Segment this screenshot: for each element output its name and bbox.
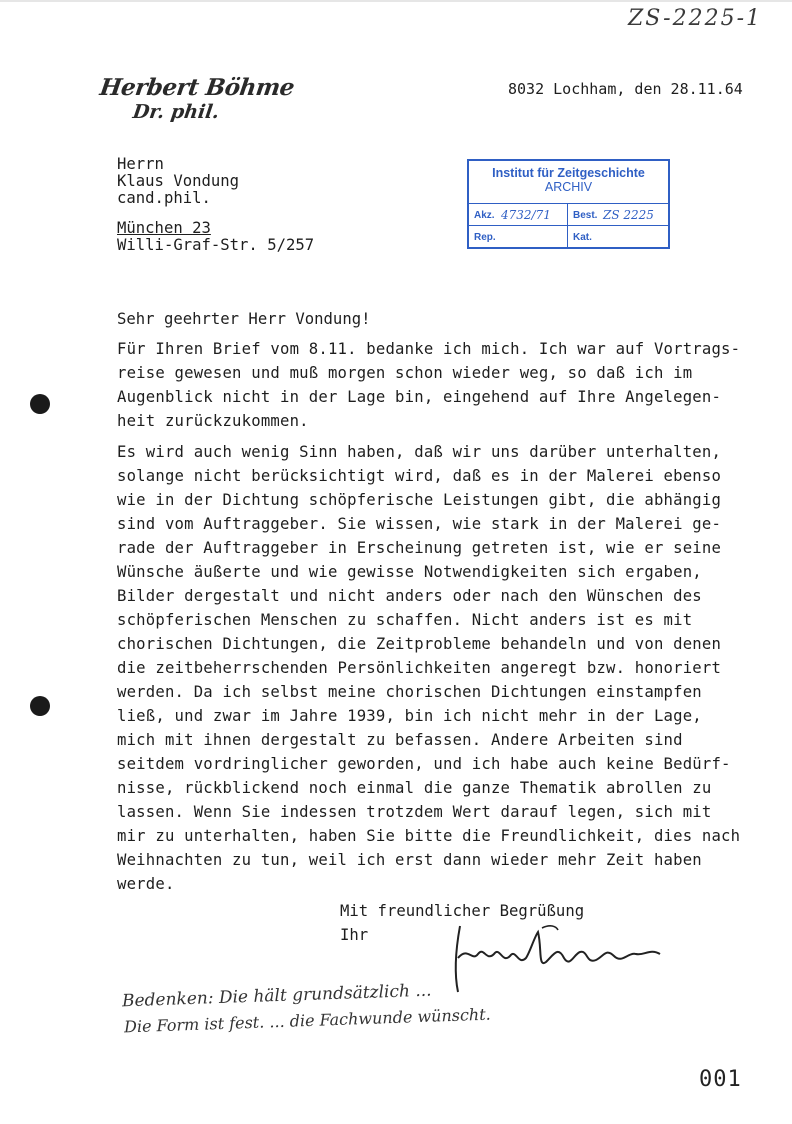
body-line: werde. xyxy=(117,875,175,893)
body-line: solange nicht berücksichtigt wird, daß es in der Malerei ebenso xyxy=(117,467,722,485)
recipient-street: Willi-Graf-Str. 5/257 xyxy=(117,236,315,254)
body-line: wie in der Dichtung schöpferische Leistungen gibt, die abhängig xyxy=(117,491,722,509)
greeting: Sehr geehrter Herr Vondung! xyxy=(117,310,371,328)
body-line: Bilder dergestalt und nicht anders oder nach den Wünschen des xyxy=(117,587,702,605)
stamp-rule-1 xyxy=(469,203,668,204)
body-line: werden. Da ich selbst meine chorischen Dichtungen einstampfen xyxy=(117,683,702,701)
body-line: Wünsche äußerte und wie gewisse Notwendigkeiten sich ergaben, xyxy=(117,563,702,581)
body-line: lassen. Wenn Sie indessen trotzdem Wert darauf legen, sich mit xyxy=(117,803,712,821)
body-line: die zeitbeherrschenden Persönlichkeiten angeregt bzw. honoriert xyxy=(117,659,722,677)
stamp-department: ARCHIV xyxy=(544,180,593,194)
body-line: seitdem vordringlicher geworden, und ich habe auch keine Bedürf- xyxy=(117,755,731,773)
body-line: sind vom Auftraggeber. Sie wissen, wie stark in der Malerei ge- xyxy=(117,515,722,533)
stamp-column-rule xyxy=(567,203,568,249)
handwritten-note-line-2: Die Form ist fest. ... die Fachwunde wünscht. xyxy=(123,1004,492,1037)
stamp-best-label: Best. xyxy=(573,210,598,221)
body-line: Weihnachten zu tun, weil ich erst dann wieder mehr Zeit haben xyxy=(117,851,702,869)
body-line: schöpferischen Menschen zu schaffen. Nicht anders ist es mit xyxy=(117,611,693,629)
stamp-institution: Institut für Zeitgeschichte xyxy=(492,166,645,180)
archive-reference: ZS-2225-1 xyxy=(628,6,763,31)
stamp-rule-2 xyxy=(469,225,668,226)
body-line: chorischen Dichtungen, die Zeitprobleme behandeln und von denen xyxy=(117,635,722,653)
recipient-salutation: Herrn xyxy=(117,155,164,173)
body-line: Für Ihren Brief vom 8.11. bedanke ich mich. Ich war auf Vortrags- xyxy=(117,340,741,358)
recipient-city: München 23 xyxy=(117,219,211,237)
body-line: ließ, und zwar im Jahre 1939, bin ich nicht mehr in der Lage, xyxy=(117,707,702,725)
body-line: Augenblick nicht in der Lage bin, eingehend auf Ihre Angelegen- xyxy=(117,388,722,406)
letterhead-name: Herbert Böhme xyxy=(98,74,296,101)
stamp-rep-label: Rep. xyxy=(474,232,496,243)
page-top-edge xyxy=(0,0,792,2)
body-line: reise gewesen und muß morgen schon wieder weg, so daß ich im xyxy=(117,364,693,382)
body-line: heit zurückzukommen. xyxy=(117,412,309,430)
recipient-degree: cand.phil. xyxy=(117,189,211,207)
body-line: nisse, rückblickend noch einmal die ganze Thematik abrollen zu xyxy=(117,779,712,797)
punch-hole xyxy=(30,696,50,716)
handwritten-note-line-1: Bedenken: Die hält grundsätzlich ... xyxy=(121,980,432,1012)
stamp-best-value: ZS 2225 xyxy=(603,208,654,222)
stamp-akz-label: Akz. xyxy=(474,210,495,221)
body-line: mir zu unterhalten, haben Sie bitte die Freundlichkeit, dies nach xyxy=(117,827,741,845)
recipient-name: Klaus Vondung xyxy=(117,172,240,190)
closing: Mit freundlicher Begrüßung xyxy=(340,902,585,920)
page-number: 001 xyxy=(699,1067,742,1092)
stamp-akz-value: 4732/71 xyxy=(501,208,551,222)
body-line: mich mit ihnen dergestalt zu befassen. Andere Arbeiten sind xyxy=(117,731,683,749)
letterhead-title: Dr. phil. xyxy=(131,101,221,123)
body-line: rade der Auftraggeber in Erscheinung getreten ist, wie er seine xyxy=(117,539,722,557)
place-date: 8032 Lochham, den 28.11.64 xyxy=(508,80,743,98)
archive-stamp xyxy=(467,159,670,249)
stamp-kat-label: Kat. xyxy=(573,232,592,243)
stamp-header xyxy=(469,161,668,203)
punch-hole xyxy=(30,394,50,414)
body-line: Es wird auch wenig Sinn haben, daß wir uns darüber unterhalten, xyxy=(117,443,722,461)
signature xyxy=(438,918,688,998)
closing-ihr: Ihr xyxy=(340,926,369,944)
